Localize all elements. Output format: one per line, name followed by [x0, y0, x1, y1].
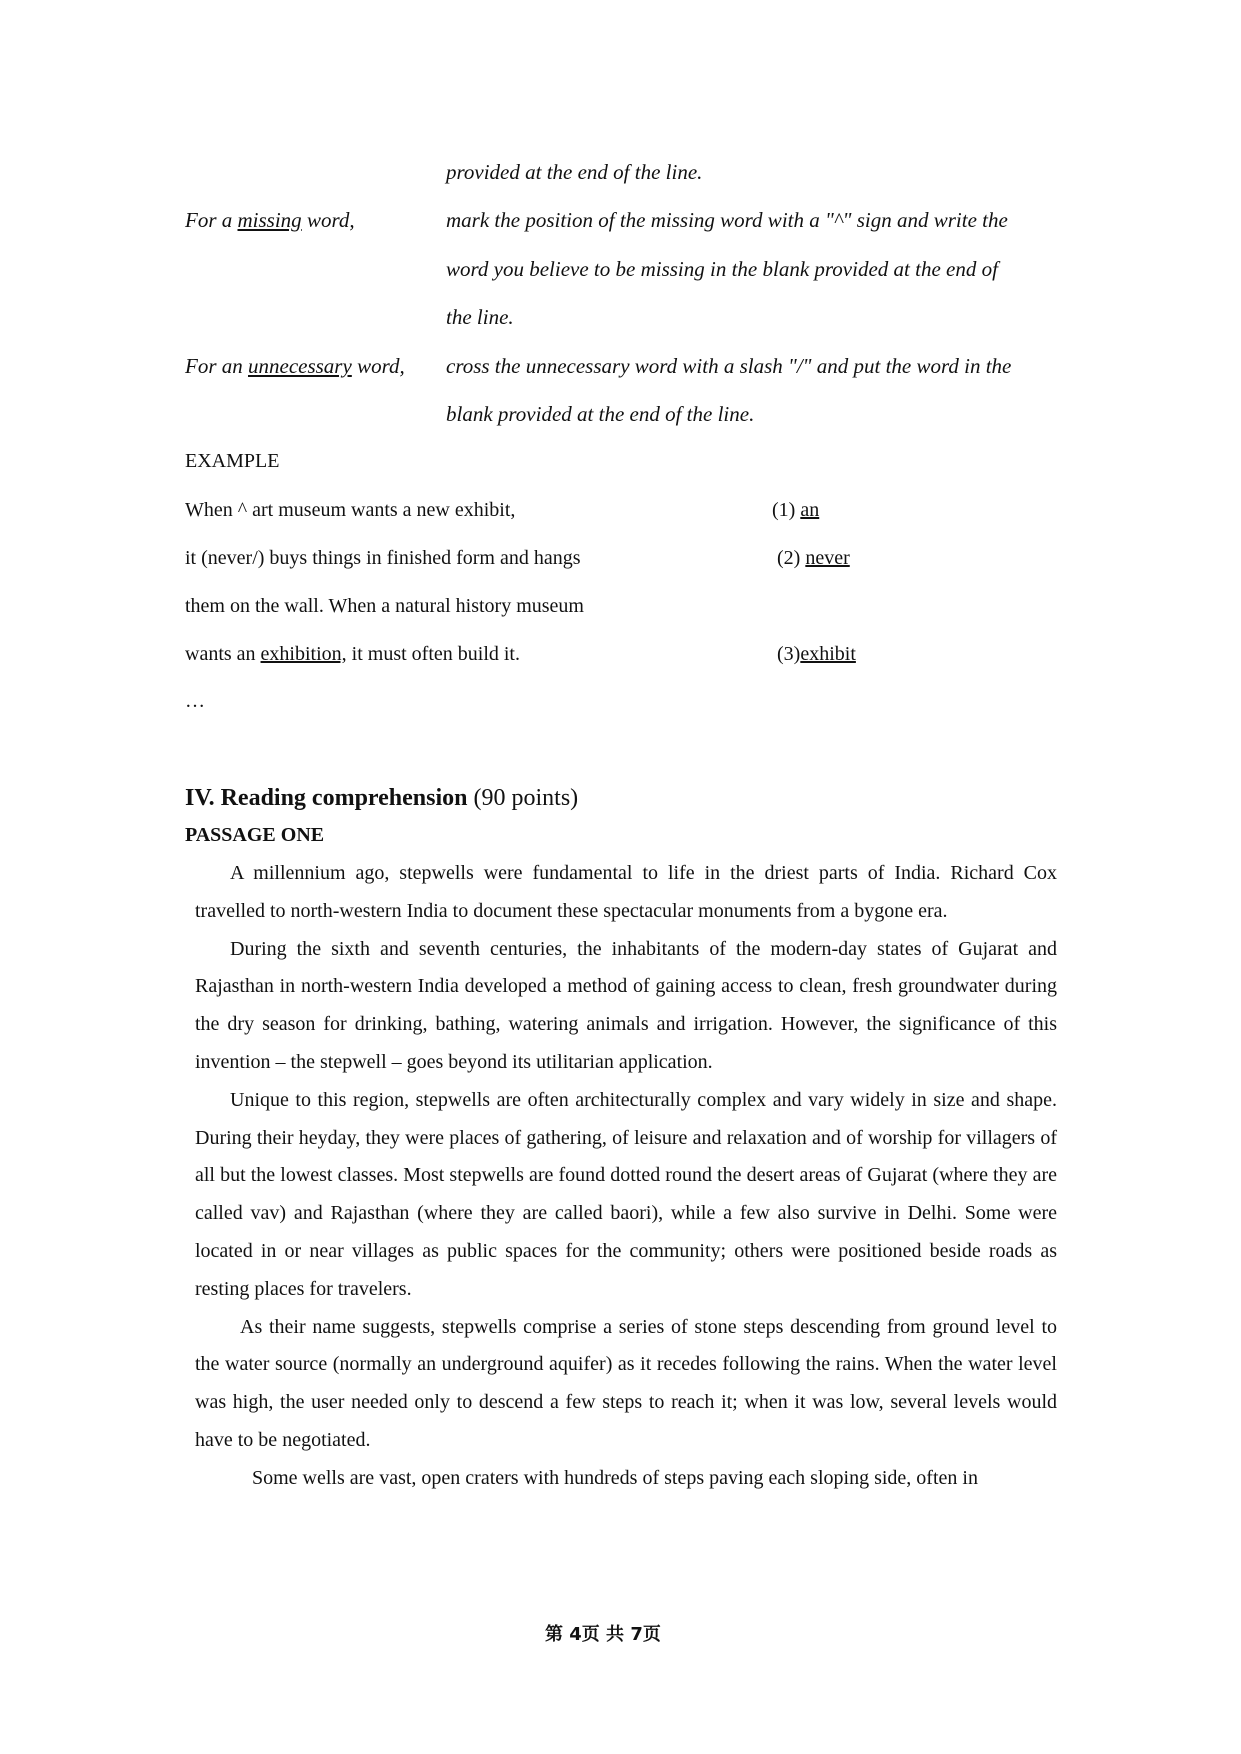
passage-paragraph-3: Unique to this region, stepwells are often architecturally complex and vary widely in size and shape. During their heyday, they were places of gathering, of leisure and relaxation and of worship for villagers of all but the lowest classes. Most stepwells are found dotted round the desert areas of Gujarat (where they are called vav) and Rajasthan (where they are called baori), while a few also survive in Delhi. Some were located in or near villages as public spaces for the community; others were positioned beside roads as resting places for travelers.	[195, 1088, 1057, 1300]
unnecessary-word-text-1: cross the unnecessary word with a slash "/" and put the word in the	[446, 354, 1012, 378]
example-line-1: When ^ art museum wants a new exhibit,	[185, 499, 516, 521]
page-footer: 第 4页 共 7页	[545, 1624, 661, 1645]
instruction-line-continued: provided at the end of the line.	[446, 160, 703, 184]
passage-title: PASSAGE ONE	[185, 824, 325, 846]
example-line-3: them on the wall. When a natural history museum	[185, 595, 584, 617]
example-line-2: it (never/) buys things in finished form and hangs	[185, 547, 581, 569]
unnecessary-underlined: unnecessary	[248, 354, 352, 378]
unnecessary-word-label: For an unnecessary word,	[185, 354, 405, 378]
missing-word-label: For a missing word,	[185, 208, 355, 232]
missing-word-text-1: mark the position of the missing word with a "^" sign and write the	[446, 208, 1008, 232]
missing-word-text-2: word you believe to be missing in the blank provided at the end of	[446, 257, 998, 281]
section-title: IV. Reading comprehension (90 points)	[185, 785, 579, 811]
passage-paragraph-5: Some wells are vast, open craters with hundreds of steps paving each sloping side, often in	[252, 1466, 978, 1489]
unnecessary-word-text-2: blank provided at the end of the line.	[446, 402, 755, 426]
example-line-4: wants an exhibition, it must often build it.	[185, 643, 520, 665]
example-answer-3: (3)exhibit	[777, 643, 856, 665]
missing-underlined: missing	[237, 208, 302, 232]
example-answer-2: (2) never	[777, 547, 850, 569]
passage-body	[195, 855, 1057, 1498]
passage-paragraph-4: As their name suggests, stepwells comprise a series of stone steps descending from ground level to the water source (normally an underground aquifer) as it recedes following the rains. When the water level was high, the user needed only to descend a few steps to reach it; when it was low, several levels would have to be negotiated.	[195, 1315, 1057, 1451]
passage-paragraph-1: A millennium ago, stepwells were fundamental to life in the driest parts of India. Richard Cox travelled to north-western India to document these spectacular monuments from a bygone era.	[195, 862, 1057, 922]
example-ellipsis: …	[185, 690, 205, 712]
example-title: EXAMPLE	[185, 450, 280, 472]
passage-paragraph-2: During the sixth and seventh centuries, the inhabitants of the modern-day states of Gujarat and Rajasthan in north-western India developed a method of gaining access to clean, fresh groundwater during the dry season for drinking, bathing, watering animals and irrigation. However, the significance of this invention – the stepwell – goes beyond its utilitarian application.	[195, 937, 1057, 1073]
example-answer-1: (1) an	[772, 499, 820, 521]
missing-word-text-3: the line.	[446, 305, 514, 329]
